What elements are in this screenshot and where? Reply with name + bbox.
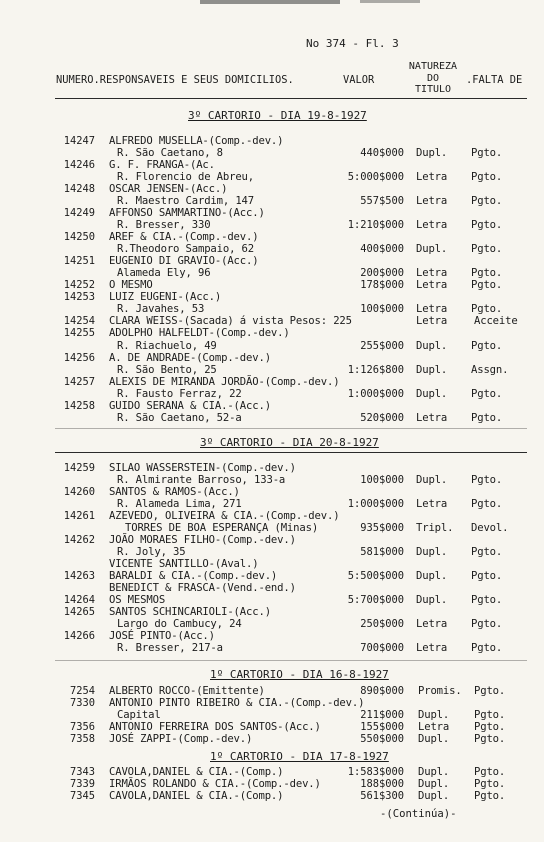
entry-number: 14254 — [63, 315, 95, 327]
top-edge-smudge — [0, 0, 544, 10]
entry-valor: 1:000$000 — [347, 388, 404, 400]
entry-name: LUIZ EUGENI-(Acc.) — [109, 291, 222, 303]
entry-name: BENEDICT & FRASCA-(Vend.-end.) — [109, 582, 296, 594]
entry-valor: 440$000 — [360, 147, 404, 159]
entry-valor: 400$000 — [360, 243, 404, 255]
header-natureza-line: TITULO — [414, 84, 452, 95]
entry-falta: Pgto. — [471, 546, 503, 558]
entry-tipo: Tripl. — [416, 522, 454, 534]
entry-falta: Pgto. — [474, 766, 506, 778]
entry-valor: 178$000 — [360, 279, 404, 291]
entry-falta: Pgto. — [471, 498, 503, 510]
entry-name: AFFONSO SAMMARTINO-(Acc.) — [109, 207, 265, 219]
entry-falta: Pgto. — [471, 340, 503, 352]
entry-name: OS MESMOS — [109, 594, 166, 606]
entry-valor: 100$000 — [360, 303, 404, 315]
entry-tipo: Dupl. — [418, 733, 450, 745]
entry-valor: 250$000 — [360, 618, 404, 630]
section-rule — [55, 452, 527, 453]
entry-name: AZEVEDO, OLIVEIRA & CIA.-(Comp.-dev.) — [109, 510, 340, 522]
entry-number: 14260 — [63, 486, 95, 498]
entry-name: ADOLPHO HALFELDT-(Comp.-dev.) — [109, 327, 290, 339]
section-title: 3º CARTORIO - DIA 20-8-1927 — [200, 436, 379, 449]
entry-falta: Devol. — [471, 522, 509, 534]
entry-number: 14264 — [63, 594, 95, 606]
entry-valor: 1:210$000 — [347, 219, 404, 231]
entry-tipo: Dupl. — [418, 709, 450, 721]
entry-name: ANTONIO FERREIRA DOS SANTOS-(Acc.) — [109, 721, 321, 733]
entry-name: AREF & CIA.-(Comp.-dev.) — [109, 231, 259, 243]
entry-valor: 5:500$000 — [347, 570, 404, 582]
entry-valor: 1:000$000 — [347, 498, 404, 510]
entry-number: 7254 — [69, 685, 95, 697]
entry-falta: Pgto. — [471, 412, 503, 424]
entry-number: 14248 — [63, 183, 95, 195]
entry-address: Largo do Cambucy, 24 — [117, 618, 242, 630]
entry-valor: 5:700$000 — [347, 594, 404, 606]
entry-falta: Pgto. — [474, 685, 506, 697]
entry-falta: Pgto. — [471, 279, 503, 291]
entry-address: R. Riachuelo, 49 — [117, 340, 217, 352]
entry-address: R. Joly, 35 — [117, 546, 186, 558]
entry-valor: 100$000 — [360, 474, 404, 486]
entry-name: VICENTE SANTILLO-(Aval.) — [109, 558, 259, 570]
entry-name: OSCAR JENSEN-(Acc.) — [109, 183, 228, 195]
entry-falta: Pgto. — [471, 267, 503, 279]
entry-name: BARALDI & CIA.-(Comp.-dev.) — [109, 570, 278, 582]
entry-number: 14265 — [63, 606, 95, 618]
entry-name: G. F. FRANGA-(Ac. — [109, 159, 215, 171]
entry-tipo: Dupl. — [416, 474, 448, 486]
entry-number: 7339 — [69, 778, 95, 790]
entry-number: 14247 — [63, 135, 95, 147]
entry-tipo: Letra — [418, 721, 450, 733]
entry-address: R. São Caetano, 52-a — [117, 412, 242, 424]
entry-tipo: Letra — [416, 498, 448, 510]
entry-name: CLARA WEISS-(Sacada) á vista Pesos: 225 — [109, 315, 352, 327]
entry-falta: Pgto. — [471, 219, 503, 231]
entry-tipo: Letra — [416, 219, 448, 231]
entry-tipo: Promis. — [418, 685, 462, 697]
entry-address: R. Almirante Barroso, 133-a — [117, 474, 286, 486]
entry-falta: Pgto. — [471, 388, 503, 400]
entry-valor: 5:000$000 — [347, 171, 404, 183]
section-divider — [55, 660, 527, 661]
entry-valor: 1:126$800 — [347, 364, 404, 376]
entry-tipo: Letra — [416, 303, 448, 315]
entry-name: GUIDO SERANA & CIA.-(Acc.) — [109, 400, 271, 412]
entry-number: 7330 — [69, 697, 95, 709]
entry-falta: Pgto. — [474, 778, 506, 790]
entry-falta: Pgto. — [471, 474, 503, 486]
entry-tipo: Letra — [416, 195, 448, 207]
entry-valor: 155$000 — [360, 721, 404, 733]
entry-address: R.Theodoro Sampaio, 62 — [117, 243, 255, 255]
entry-name: SANTOS & RAMOS-(Acc.) — [109, 486, 240, 498]
entry-number: 14252 — [63, 279, 95, 291]
entry-name: SILAO WASSERSTEIN-(Comp.-dev.) — [109, 462, 296, 474]
entry-falta: Pgto. — [471, 618, 503, 630]
entry-number: 14246 — [63, 159, 95, 171]
entry-valor: 561$300 — [360, 790, 404, 802]
entry-tipo: Letra — [416, 315, 448, 327]
entry-number: 14263 — [63, 570, 95, 582]
entry-address: R. São Bento, 25 — [117, 364, 217, 376]
entry-falta: Pgto. — [474, 790, 506, 802]
entry-name: EUGENIO DI GRAVIO-(Acc.) — [109, 255, 259, 267]
entry-name: ALEXIS DE MIRANDA JORDÃO-(Comp.-dev.) — [109, 376, 340, 388]
entry-valor: 935$000 — [360, 522, 404, 534]
entry-valor: 550$000 — [360, 733, 404, 745]
entry-valor: 200$000 — [360, 267, 404, 279]
entry-name: ALFREDO MUSELLA-(Comp.-dev.) — [109, 135, 284, 147]
entry-name: JOSÉ ZAPPI-(Comp.-dev.) — [109, 733, 253, 745]
entry-number: 14255 — [63, 327, 95, 339]
entry-tipo: Letra — [416, 171, 448, 183]
entry-number: 7345 — [69, 790, 95, 802]
entry-number: 14257 — [63, 376, 95, 388]
entry-tipo: Dupl. — [416, 147, 448, 159]
entry-number: 14253 — [63, 291, 95, 303]
header-natureza — [402, 61, 464, 96]
entry-number: 14258 — [63, 400, 95, 412]
entry-tipo: Dupl. — [418, 766, 450, 778]
entry-tipo: Dupl. — [416, 243, 448, 255]
entry-tipo: Letra — [416, 618, 448, 630]
entry-name: CAVOLA,DANIEL & CIA.-(Comp.) — [109, 790, 284, 802]
entry-valor: 255$000 — [360, 340, 404, 352]
entry-address: R. Florencio de Abreu, — [117, 171, 255, 183]
section-title: 1º CARTORIO - DIA 17-8-1927 — [210, 750, 389, 763]
entry-number: 14251 — [63, 255, 95, 267]
continua-note: -(Continúa)- — [380, 808, 457, 820]
entry-number: 7343 — [69, 766, 95, 778]
header-natureza-line: DO — [426, 72, 440, 84]
entry-valor: 581$000 — [360, 546, 404, 558]
entry-number: 14249 — [63, 207, 95, 219]
entry-name: JOÃO MORAES FILHO-(Comp.-dev.) — [109, 534, 296, 546]
entry-address: R. São Caetano, 8 — [117, 147, 223, 159]
entry-valor: 557$500 — [360, 195, 404, 207]
entry-address: Alameda Ely, 96 — [117, 267, 211, 279]
entry-address: R. Maestro Cardim, 147 — [117, 195, 255, 207]
section-title: 3º CARTORIO - DIA 19-8-1927 — [188, 109, 367, 122]
entry-address: Capital — [117, 709, 161, 721]
entry-name: SANTOS SCHINCARIOLI-(Acc.) — [109, 606, 271, 618]
entry-address: TORRES DE BOA ESPERANÇA (Minas) — [125, 522, 319, 534]
entry-valor: 700$000 — [360, 642, 404, 654]
entry-tipo: Dupl. — [416, 570, 448, 582]
entry-number: 14266 — [63, 630, 95, 642]
header-valor: VALOR — [343, 74, 375, 86]
entry-valor: 211$000 — [360, 709, 404, 721]
entry-number: 14262 — [63, 534, 95, 546]
entry-number: 14259 — [63, 462, 95, 474]
entry-tipo: Dupl. — [416, 546, 448, 558]
entry-address: R. Alameda Lima, 271 — [117, 498, 242, 510]
entry-name: CAVOLA,DANIEL & CIA.-(Comp.) — [109, 766, 284, 778]
entry-name: A. DE ANDRADE-(Comp.-dev.) — [109, 352, 271, 364]
entry-name: ANTONIO PINTO RIBEIRO & CIA.-(Comp.-dev.) — [109, 697, 365, 709]
entry-falta: Pgto. — [474, 733, 506, 745]
entry-address: R. Bresser, 217-a — [117, 642, 223, 654]
entry-address: R. Javahes, 53 — [117, 303, 205, 315]
entry-falta: Pgto. — [471, 303, 503, 315]
entry-name: ALBERTO ROCCO-(Emittente) — [109, 685, 265, 697]
entry-valor: 188$000 — [360, 778, 404, 790]
entry-tipo: Dupl. — [418, 790, 450, 802]
entry-number: 7358 — [69, 733, 95, 745]
entry-tipo: Letra — [416, 642, 448, 654]
entry-number: 14261 — [63, 510, 95, 522]
entry-falta: Pgto. — [471, 195, 503, 207]
entry-falta: Acceite — [474, 315, 518, 327]
entry-name: O MESMO — [109, 279, 153, 291]
entry-falta: Pgto. — [474, 721, 506, 733]
entry-falta: Pgto. — [474, 709, 506, 721]
header-natureza-line: NATUREZA — [408, 61, 458, 72]
entry-name: JOSÉ PINTO-(Acc.) — [109, 630, 215, 642]
header-responsaveis: NUMERO.RESPONSAVEIS E SEUS DOMICILIOS. — [56, 74, 294, 86]
entry-valor: 520$000 — [360, 412, 404, 424]
section-divider — [55, 428, 527, 429]
entry-name: IRMÃOS ROLANDO & CIA.-(Comp.-dev.) — [109, 778, 321, 790]
entry-falta: Assgn. — [471, 364, 509, 376]
entry-number: 7356 — [69, 721, 95, 733]
entry-valor: 890$000 — [360, 685, 404, 697]
entry-number: 14250 — [63, 231, 95, 243]
entry-tipo: Letra — [416, 412, 448, 424]
entry-falta: Pgto. — [471, 642, 503, 654]
entry-tipo: Dupl. — [416, 594, 448, 606]
entry-tipo: Dupl. — [416, 340, 448, 352]
header-rule — [55, 98, 527, 99]
entry-tipo: Dupl. — [418, 778, 450, 790]
entry-falta: Pgto. — [471, 147, 503, 159]
entry-tipo: Letra — [416, 279, 448, 291]
header-falta: .FALTA DE — [466, 74, 523, 86]
entry-tipo: Dupl. — [416, 388, 448, 400]
entry-address: R. Bresser, 330 — [117, 219, 211, 231]
entry-address: R. Fausto Ferraz, 22 — [117, 388, 242, 400]
page-number: No 374 - Fl. 3 — [306, 37, 399, 50]
entry-valor: 1:583$000 — [347, 766, 404, 778]
entry-falta: Pgto. — [471, 570, 503, 582]
entry-number: 14256 — [63, 352, 95, 364]
entry-tipo: Dupl. — [416, 364, 448, 376]
entry-falta: Pgto. — [471, 594, 503, 606]
section-title: 1º CARTORIO - DIA 16-8-1927 — [210, 668, 389, 681]
entry-falta: Pgto. — [471, 171, 503, 183]
entry-tipo: Letra — [416, 267, 448, 279]
entry-falta: Pgto. — [471, 243, 503, 255]
